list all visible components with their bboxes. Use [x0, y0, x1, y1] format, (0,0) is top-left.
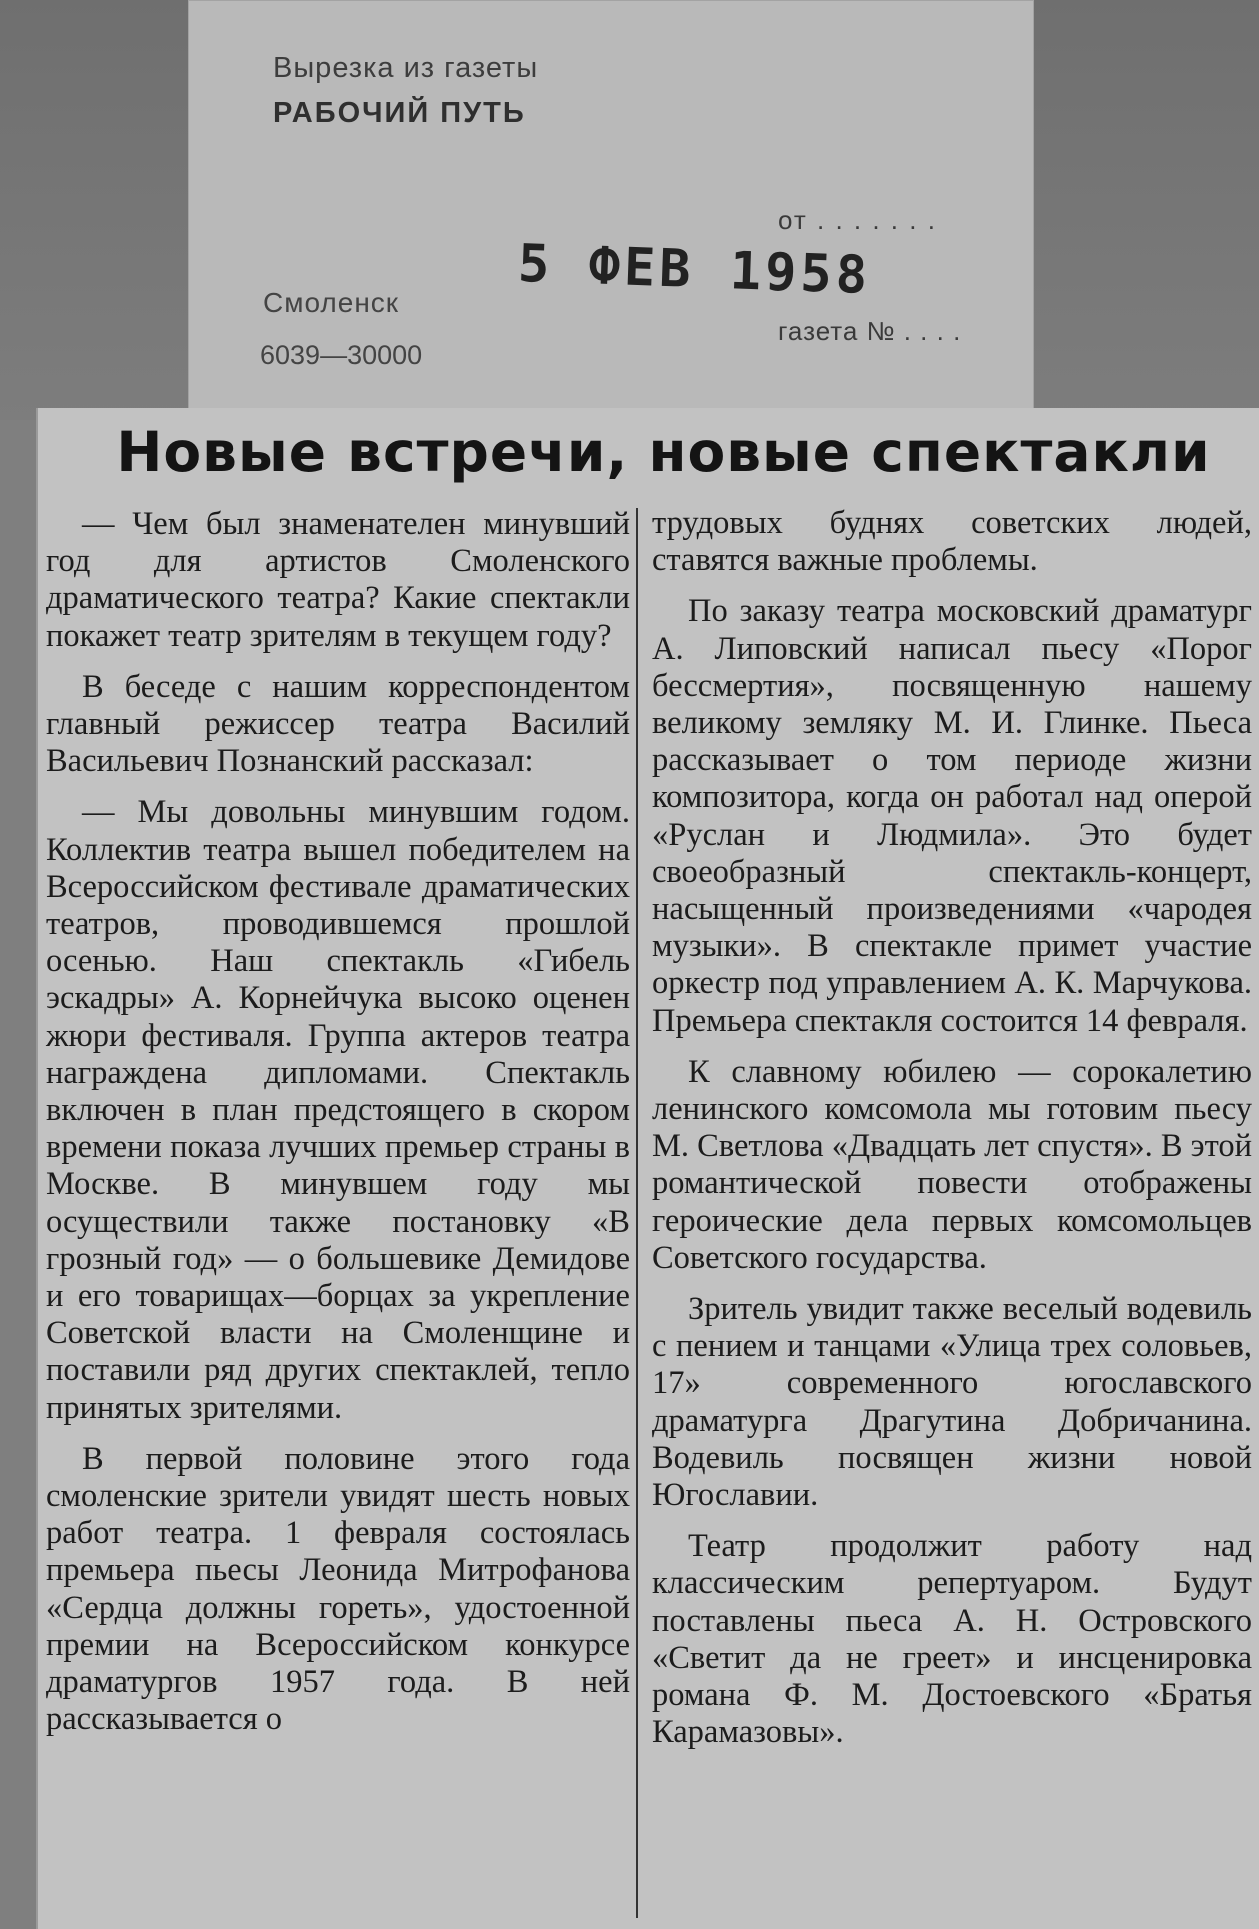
paragraph: Зритель увидит также веселый водевиль с пением и танцами «Улица трех соловьев, 17» современного югославского драматурга Драгутина Добричанина. Водевиль посвящен жизни новой Югославии. — [652, 1291, 1252, 1514]
print-code: 6039—30000 — [260, 340, 423, 370]
article-headline: Новые встречи, новые спектакли — [116, 420, 1211, 484]
paragraph: В беседе с нашим корреспондентом главный режиссер театра Василий Васильевич Познанский рассказал: — [46, 668, 630, 780]
date-from-label: от . . . . . . . — [778, 205, 937, 235]
article-right-column — [652, 505, 1252, 1752]
paragraph: — Чем был знаменателен минувший год для артистов Смоленского драматического театра? Какие спектакли покажет театр зрителям в текущем году? — [46, 506, 630, 654]
clipping-source-label: Вырезка из газеты — [273, 52, 539, 84]
column-divider — [636, 508, 638, 1918]
paragraph: Театр продолжит работу над классическим репертуаром. Будут поставлены пьеса А. Н. Островского «Светит да не греет» и инсценировка романа Ф. М. Достоевского «Братья Карамазовы». — [652, 1528, 1252, 1751]
issue-number-label: газета № . . . . — [778, 316, 962, 346]
article-left-column — [46, 506, 630, 1739]
paragraph: По заказу театра московский драматург А. Липовский написал пьесу «Порог бессмертия», посвященную нашему великому земляку М. И. Глинке. Пьеса рассказывает о том периоде жизни композитора, когда он работал над оперой «Руслан и Людмила». Это будет своеобразный спектакль-концерт, насыщенный произведениями «чародея музыки». В спектакле примет участие оркестр под управлением А. К. Марчукова. Премьера спектакля состоится 14 февраля. — [652, 593, 1252, 1039]
date-stamp: 5 ФЕВ 1958 — [517, 233, 873, 307]
paragraph: — Мы довольны минувшим годом. Коллектив театра вышел победителем на Всероссийском фестивале драматических театров, проводившемся прошлой осенью. Наш спектакль «Гибель эскадры» А. Корнейчука высоко оценен жюри фестиваля. Группа актеров театра награждена дипломами. Спектакль включен в план предстоящего в скором времени показа лучших премьер страны в Москве. В минувшем году мы осуществили также постановку «В грозный год» — о большевике Демидове и его товарищах—борцах за укрепление Советской власти на Смоленщине и поставили ряд других спектаклей, тепло принятых зрителями. — [46, 794, 630, 1426]
paragraph: В первой половине этого года смоленские зрители увидят шесть новых работ театра. 1 февраля состоялась премьера пьесы Леонида Митрофанова «Сердца должны гореть», удостоенной премии на Всероссийском конкурсе драматургов 1957 года. В ней рассказывается о — [46, 1440, 630, 1738]
paragraph: трудовых буднях советских людей, ставятся важные проблемы. — [652, 505, 1252, 579]
newspaper-name: РАБОЧИЙ ПУТЬ — [273, 97, 526, 129]
paragraph: К славному юбилею — сорокалетию ленинского комсомола мы готовим пьесу М. Светлова «Двадцать лет спустя». В этой романтической повести отображены героические дела первых комсомольцев Советского государства. — [652, 1053, 1253, 1276]
city-label: Смоленск — [263, 287, 400, 318]
newspaper-clipping — [36, 408, 1259, 1929]
clipping-label-slip — [188, 0, 1034, 430]
